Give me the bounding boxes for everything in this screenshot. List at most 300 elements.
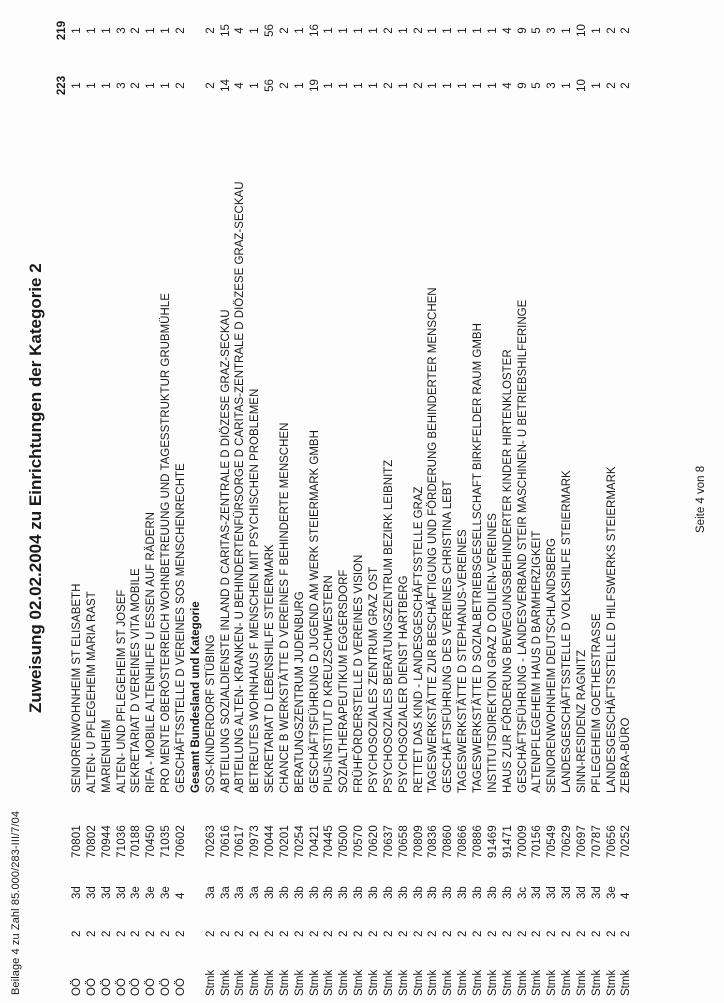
subcategory-cell: 3d: [546, 886, 559, 899]
subcategory-cell: 3b: [382, 886, 395, 899]
table-row: [175, 0, 188, 1003]
institution-id-cell: 91471: [501, 825, 514, 858]
count-1-cell: 1: [486, 82, 499, 89]
institution-name-cell: LANDESGESCHÄFTSSTELLE D HILFSWERKS STEIERMARK: [605, 466, 618, 793]
institution-id-cell: 70866: [457, 825, 470, 858]
subcategory-cell: 3b: [457, 886, 470, 899]
count-1-cell: 2: [174, 82, 187, 89]
beilage-reference: Beilage 4 zu Zahl 85.000/283-III/7/04: [10, 810, 22, 995]
count-2-cell: 15: [219, 24, 232, 37]
count-2-cell: 1: [442, 27, 455, 34]
count-1-cell: 9: [516, 82, 529, 89]
institution-name-cell: HAUS ZUR FÖRDERUNG BEWEGUNGSBEHINDERTER KINDER HIRTENKLOSTER: [501, 349, 514, 793]
institution-name-cell: FRÜHFÖRDERSTELLE D VEREINES VISION: [353, 554, 366, 793]
category-cell: 2: [264, 930, 277, 937]
count-1-cell: 1: [457, 82, 470, 89]
count-2-cell: 5: [531, 27, 544, 34]
table-row: [309, 0, 322, 1003]
category-cell: 2: [501, 930, 514, 937]
state-cell: Stmk: [561, 969, 574, 996]
count-2-cell: 1: [561, 27, 574, 34]
category-cell: 2: [605, 930, 618, 937]
institution-name-cell: BERATUNGSZENTRUM JUDENBURG: [293, 591, 306, 793]
count-1-cell: 2: [382, 82, 395, 89]
state-cell: Stmk: [204, 969, 217, 996]
institution-id-cell: 70944: [100, 825, 113, 858]
institution-name-cell: ALTEN- U PFLEGEHEIM MARIA RAST: [85, 591, 98, 793]
institution-name-cell: PSYCHOSOZIALES BERATUNGSZENTRUM BEZIRK LEIBNITZ: [382, 459, 395, 793]
count-1-cell: 1: [368, 82, 380, 89]
subcategory-cell: 3d: [575, 886, 588, 899]
institution-name-cell: SEKRETARIAT D LEBENSHILFE STEIERMARK: [264, 544, 277, 793]
state-cell: Stmk: [278, 969, 291, 996]
institution-id-cell: 70421: [308, 825, 321, 858]
state-cell: Stmk: [471, 969, 484, 996]
count-1-cell: 1: [160, 82, 173, 89]
institution-name-cell: GESCHÄFTSSTELLE D VEREINES SOS MENSCHENRECHTE: [174, 463, 187, 793]
institution-id-cell: 71036: [115, 825, 128, 858]
category-cell: 2: [249, 930, 262, 937]
table-row: [368, 0, 381, 1003]
category-cell: 2: [620, 930, 633, 937]
table-row: [457, 0, 470, 1003]
category-cell: 2: [471, 930, 484, 937]
table-row: [502, 0, 515, 1003]
institution-id-cell: 70009: [516, 825, 529, 858]
count-1-cell: 10: [575, 79, 588, 92]
count-1-cell: 4: [501, 82, 514, 89]
subcategory-cell: 3d: [590, 886, 603, 899]
institution-name-cell: GESCHÄFTSFÜHRUNG DES VEREINES CHRISTINA LEBT: [442, 480, 455, 793]
table-row: [517, 0, 530, 1003]
institution-name-cell: SOZIALTHERAPEUTIKUM EGGERSDORF: [338, 569, 351, 793]
count-2-cell: 1: [368, 27, 380, 34]
table-row: [220, 0, 233, 1003]
count-1-cell: 2: [412, 82, 425, 89]
table-row: [383, 0, 396, 1003]
category-cell: 2: [293, 930, 306, 937]
subcategory-cell: 4: [620, 892, 633, 899]
count-2-cell: 56: [264, 24, 277, 37]
table-row: [101, 0, 114, 1003]
state-cell: OÖ: [145, 978, 158, 996]
state-cell: Stmk: [501, 969, 514, 996]
count-2-cell: 2: [174, 27, 187, 34]
table-row: [591, 0, 604, 1003]
category-cell: 2: [561, 930, 574, 937]
state-cell: Stmk: [427, 969, 440, 996]
subcategory-cell: 3d: [100, 886, 113, 899]
category-cell: 2: [71, 930, 83, 937]
count-1-cell: 1: [397, 82, 410, 89]
subcategory-cell: 3a: [204, 886, 217, 899]
table-row: [620, 0, 633, 1003]
table-row: [561, 0, 574, 1003]
institution-id-cell: 70629: [561, 825, 574, 858]
count-1-cell: 1: [249, 82, 262, 89]
state-cell: Stmk: [412, 969, 425, 996]
subcategory-cell: 3a: [219, 886, 232, 899]
institution-id-cell: 70637: [382, 825, 395, 858]
state-cell: Stmk: [620, 969, 633, 996]
count-1-cell: 2: [130, 82, 143, 89]
category-cell: 2: [338, 930, 351, 937]
count-2-cell: 1: [471, 27, 484, 34]
category-cell: 2: [130, 930, 143, 937]
count-2-cell: 2: [620, 27, 633, 34]
count-2-cell: 1: [249, 27, 262, 34]
total-value-1: 223: [56, 75, 68, 96]
institution-id-cell: 70252: [620, 825, 633, 858]
state-cell: Stmk: [442, 969, 455, 996]
count-2-cell: 1: [486, 27, 499, 34]
count-1-cell: 4: [234, 82, 247, 89]
institution-id-cell: 70656: [605, 825, 618, 858]
count-1-cell: 1: [442, 82, 455, 89]
institution-id-cell: 70616: [219, 825, 232, 858]
institution-name-cell: BETREUTES WOHNHAUS F MENSCHEN MIT PSYCHISCHEN PROBLEMEN: [249, 388, 262, 793]
category-cell: 2: [353, 930, 366, 937]
institution-id-cell: 70809: [412, 825, 425, 858]
state-cell: Stmk: [575, 969, 588, 996]
table-row: [205, 0, 218, 1003]
count-1-cell: 19: [308, 79, 321, 92]
institution-id-cell: 70620: [368, 825, 380, 858]
state-cell: OÖ: [130, 978, 143, 996]
institution-name-cell: LANDESGESCHÄFTSSTELLE D VOLKSHILFE STEIERMARK: [561, 470, 574, 793]
institution-id-cell: 70201: [278, 825, 291, 858]
table-row: [531, 0, 544, 1003]
count-1-cell: 1: [71, 82, 83, 89]
category-cell: 2: [590, 930, 603, 937]
state-cell: OÖ: [174, 978, 187, 996]
institution-name-cell: SOS-KINDERDORF STÜBING: [204, 634, 217, 793]
institution-id-cell: 70617: [234, 825, 247, 858]
count-1-cell: 1: [353, 82, 366, 89]
count-2-cell: 2: [204, 27, 217, 34]
state-cell: Stmk: [546, 969, 559, 996]
institution-name-cell: ALTENPFLEGEHEIM HAUS D BARMHERZIGKEIT: [531, 530, 544, 793]
subcategory-cell: 3d: [561, 886, 574, 899]
count-1-cell: 5: [531, 82, 544, 89]
category-cell: 2: [219, 930, 232, 937]
category-cell: 2: [486, 930, 499, 937]
institution-id-cell: 70860: [442, 825, 455, 858]
subcategory-cell: 3b: [397, 886, 410, 899]
count-1-cell: 3: [115, 82, 128, 89]
subcategory-cell: 3d: [71, 886, 83, 899]
table-row: [427, 0, 440, 1003]
subcategory-cell: 3b: [412, 886, 425, 899]
count-1-cell: 2: [278, 82, 291, 89]
subcategory-cell: 3b: [293, 886, 306, 899]
category-cell: 2: [457, 930, 470, 937]
total-value-2: 219: [56, 20, 68, 41]
institution-id-cell: 70450: [145, 825, 158, 858]
table-row: [576, 0, 589, 1003]
institution-name-cell: SINN-RESIDENZ RAGNITZ: [575, 649, 588, 793]
category-cell: 2: [308, 930, 321, 937]
category-cell: 2: [323, 930, 336, 937]
institution-name-cell: PSYCHOSOZIALES ZENTRUM GRAZ OST: [368, 566, 380, 793]
category-cell: 2: [397, 930, 410, 937]
table-row: [323, 0, 336, 1003]
table-row: [264, 0, 277, 1003]
institution-id-cell: 70254: [293, 825, 306, 858]
table-row: [472, 0, 485, 1003]
institution-id-cell: 70787: [590, 825, 603, 858]
count-2-cell: 1: [71, 27, 83, 34]
count-1-cell: 3: [546, 82, 559, 89]
category-cell: 2: [278, 930, 291, 937]
table-row: [442, 0, 455, 1003]
institution-name-cell: CHANCE B WERKSTÄTTE D VEREINES F BEHINDERTE MENSCHEN: [278, 422, 291, 793]
count-1-cell: 14: [219, 79, 232, 92]
subcategory-cell: 3b: [471, 886, 484, 899]
institution-name-cell: ABTEILUNG SOZIALDIENSTE INLAND D CARITAS-ZENTRALE D DIÖZESE GRAZ-SECKAU: [219, 309, 232, 793]
count-2-cell: 1: [293, 27, 306, 34]
table-row: [294, 0, 307, 1003]
state-cell: Stmk: [368, 969, 380, 996]
table-row: [234, 0, 247, 1003]
institution-name-cell: MARIENHEIM: [100, 719, 113, 793]
state-cell: Stmk: [531, 969, 544, 996]
count-1-cell: 1: [323, 82, 336, 89]
subcategory-cell: 3b: [442, 886, 455, 899]
institution-name-cell: TAGESWERKSTÄTTE D STEPHANUS-VEREINES: [457, 529, 470, 793]
count-1-cell: 2: [204, 82, 217, 89]
table-row: [487, 0, 500, 1003]
state-cell: Stmk: [605, 969, 618, 996]
count-2-cell: 4: [501, 27, 514, 34]
category-cell: 2: [412, 930, 425, 937]
table-row: [116, 0, 129, 1003]
institution-id-cell: 91469: [486, 825, 499, 858]
table-row: [86, 0, 99, 1003]
count-1-cell: 1: [427, 82, 440, 89]
subcategory-cell: 3b: [353, 886, 366, 899]
count-2-cell: 2: [605, 27, 618, 34]
state-cell: OÖ: [100, 978, 113, 996]
subcategory-cell: 3c: [516, 886, 529, 899]
institution-name-cell: TAGESWERKSTÄTTE ZUR BESCHÄFTIGUNG UND FÖRDERUNG BEHINDERTER MENSCHEN: [427, 287, 440, 793]
institution-id-cell: 71035: [160, 825, 173, 858]
table-row: [606, 0, 619, 1003]
institution-id-cell: 70188: [130, 825, 143, 858]
category-cell: 2: [575, 930, 588, 937]
institution-name-cell: ABTEILUNG ALTEN- KRANKEN- U BEHINDERTENFÜRSORGE D CARITAS-ZENTRALE D DIÖZESE GRAZ-SECKAU: [234, 181, 247, 793]
institution-name-cell: GESCHÄFTSFÜHRUNG D JUGEND AM WERK STEIERMARK GMBH: [308, 430, 321, 793]
subcategory-cell: 3b: [501, 886, 514, 899]
state-cell: Stmk: [457, 969, 470, 996]
count-2-cell: 1: [353, 27, 366, 34]
grand-totals: [56, 0, 70, 1003]
table-row: [338, 0, 351, 1003]
institution-id-cell: 70802: [85, 825, 98, 858]
state-cell: Stmk: [382, 969, 395, 996]
category-cell: 2: [442, 930, 455, 937]
institution-id-cell: 70044: [264, 825, 277, 858]
institution-name-cell: RETTET DAS KIND - LANDESGESCHÄFTSSTELLE GRAZ: [412, 486, 425, 793]
subcategory-cell: 3b: [264, 886, 277, 899]
count-1-cell: 56: [264, 79, 277, 92]
institution-id-cell: 70549: [546, 825, 559, 858]
institution-name-cell: INSTITUTSDIREKTION GRAZ D ODILIEN-VEREINES: [486, 513, 499, 793]
institution-id-cell: 70263: [204, 825, 217, 858]
institution-name-cell: SENIORENWOHNHEIM DEUTSCHLANDSBERG: [546, 538, 559, 793]
institution-id-cell: 70658: [397, 825, 410, 858]
category-cell: 2: [204, 930, 217, 937]
category-cell: 2: [368, 930, 380, 937]
page-title: Zuweisung 02.02.2004 zu Einrichtungen der Kategorie 2: [26, 263, 45, 713]
subcategory-cell: 3e: [605, 886, 618, 899]
count-1-cell: 1: [471, 82, 484, 89]
institution-name-cell: PRO MENTE OBERÖSTERREICH WOHNBETREUUNG UND TAGESSTRUKTUR GRUBMÜHLE: [160, 293, 173, 793]
state-cell: Stmk: [353, 969, 366, 996]
page-number: Seite 4 von 8: [695, 465, 707, 533]
state-cell: Stmk: [323, 969, 336, 996]
table-row: [353, 0, 366, 1003]
table-row: [130, 0, 143, 1003]
count-2-cell: 10: [575, 24, 588, 37]
category-cell: 2: [234, 930, 247, 937]
institution-id-cell: 70156: [531, 825, 544, 858]
count-2-cell: 1: [457, 27, 470, 34]
count-1-cell: 2: [605, 82, 618, 89]
category-cell: 2: [100, 930, 113, 937]
institution-name-cell: RIFA - MOBILE ALTENHILFE U ESSEN AUF RÄDERN: [145, 512, 158, 793]
subcategory-cell: 3e: [145, 886, 158, 899]
count-2-cell: 16: [308, 24, 321, 37]
state-cell: Stmk: [338, 969, 351, 996]
subcategory-cell: 3d: [115, 886, 128, 899]
state-cell: Stmk: [264, 969, 277, 996]
category-cell: 2: [145, 930, 158, 937]
table-row: [546, 0, 559, 1003]
category-cell: 2: [85, 930, 98, 937]
institution-id-cell: 70445: [323, 825, 336, 858]
state-cell: OÖ: [160, 978, 173, 996]
institution-name-cell: TAGESWERKSTÄTTE D SOZIALBETRIEBSGESELLSCHAFT BIRKFELDER RAUM GMBH: [471, 323, 484, 793]
state-cell: Stmk: [397, 969, 410, 996]
count-1-cell: 1: [100, 82, 113, 89]
subcategory-cell: 3a: [234, 886, 247, 899]
category-cell: 2: [546, 930, 559, 937]
count-1-cell: 1: [561, 82, 574, 89]
category-cell: 2: [160, 930, 173, 937]
count-2-cell: 4: [234, 27, 247, 34]
state-cell: Stmk: [590, 969, 603, 996]
state-cell: Stmk: [486, 969, 499, 996]
table-row: [413, 0, 426, 1003]
category-cell: 2: [531, 930, 544, 937]
state-cell: Stmk: [249, 969, 262, 996]
institution-name-cell: GESCHÄFTSFÜHRUNG - LANDESVERBAND STEIR MASCHINEN- U BETRIEBSHILFERINGE: [516, 299, 529, 793]
institution-name-cell: SEKRETARIAT D VEREINES VITA MOBILE: [130, 568, 143, 793]
institution-name-cell: PFLEGEHEIM GOETHESTRASSE: [590, 613, 603, 793]
category-cell: 2: [516, 930, 529, 937]
state-cell: Stmk: [516, 969, 529, 996]
count-2-cell: 1: [338, 27, 351, 34]
institution-id-cell: 70500: [338, 825, 351, 858]
table-row: [145, 0, 158, 1003]
state-cell: OÖ: [115, 978, 128, 996]
state-cell: Stmk: [308, 969, 321, 996]
count-2-cell: 3: [546, 27, 559, 34]
count-2-cell: 1: [323, 27, 336, 34]
institution-id-cell: 70836: [427, 825, 440, 858]
count-1-cell: 1: [293, 82, 306, 89]
subcategory-cell: 3b: [308, 886, 321, 899]
institution-id-cell: 70973: [249, 825, 262, 858]
subtotal-row: [190, 0, 203, 1003]
institution-name-cell: PSYCHOSOZIALER DIENST HARTBERG: [397, 575, 410, 793]
table-row: [71, 0, 84, 1003]
count-1-cell: 1: [338, 82, 351, 89]
category-cell: 2: [174, 930, 187, 937]
count-1-cell: 1: [590, 82, 603, 89]
state-cell: OÖ: [71, 978, 83, 996]
state-cell: Stmk: [234, 969, 247, 996]
institution-id-cell: 70801: [71, 825, 83, 858]
state-cell: Stmk: [293, 969, 306, 996]
institution-name-cell: ZEBRA-BÜRO: [620, 717, 633, 793]
state-cell: OÖ: [85, 978, 98, 996]
count-2-cell: 9: [516, 27, 529, 34]
subcategory-cell: 3a: [249, 886, 262, 899]
table-row: [279, 0, 292, 1003]
count-1-cell: 1: [145, 82, 158, 89]
institution-id-cell: 70570: [353, 825, 366, 858]
count-2-cell: 1: [145, 27, 158, 34]
subcategory-cell: 3b: [323, 886, 336, 899]
count-1-cell: 1: [85, 82, 98, 89]
count-2-cell: 3: [115, 27, 128, 34]
category-cell: 2: [427, 930, 440, 937]
table-row: [160, 0, 173, 1003]
count-2-cell: 1: [427, 27, 440, 34]
category-cell: 2: [115, 930, 128, 937]
count-2-cell: 2: [278, 27, 291, 34]
count-2-cell: 1: [397, 27, 410, 34]
institution-name-cell: PIUS-INSTITUT D KREUZSCHWESTERN: [323, 575, 336, 793]
institution-name-cell: SENIORENWOHNHEIM ST ELISABETH: [71, 583, 83, 793]
count-2-cell: 1: [85, 27, 98, 34]
institution-name-cell: Gesamt Bundesland und Kategorie: [189, 601, 202, 793]
institution-id-cell: 70602: [174, 825, 187, 858]
table-row: [249, 0, 262, 1003]
subcategory-cell: 4: [174, 892, 187, 899]
count-2-cell: 2: [412, 27, 425, 34]
subcategory-cell: 3b: [338, 886, 351, 899]
subcategory-cell: 3e: [160, 886, 173, 899]
subcategory-cell: 3b: [427, 886, 440, 899]
count-2-cell: 1: [160, 27, 173, 34]
table-row: [398, 0, 411, 1003]
subcategory-cell: 3d: [85, 886, 98, 899]
count-2-cell: 2: [382, 27, 395, 34]
count-2-cell: 2: [130, 27, 143, 34]
count-1-cell: 2: [620, 82, 633, 89]
subcategory-cell: 3d: [531, 886, 544, 899]
count-2-cell: 1: [590, 27, 603, 34]
category-cell: 2: [382, 930, 395, 937]
subcategory-cell: 3b: [486, 886, 499, 899]
state-cell: Stmk: [219, 969, 232, 996]
institution-name-cell: ALTEN- UND PFLEGEHEIM ST JOSEF: [115, 589, 128, 793]
institution-id-cell: 70886: [471, 825, 484, 858]
subcategory-cell: 3b: [368, 886, 380, 899]
